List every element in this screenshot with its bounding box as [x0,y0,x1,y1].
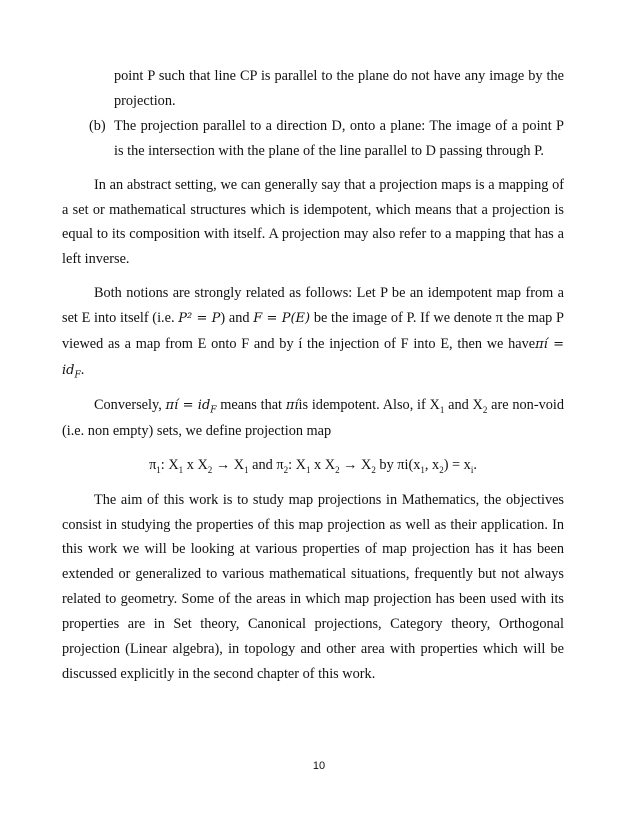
math-pi-i-id-2: πí = $id_F$ [165,397,217,416]
paragraph-idempotent-map: Both notions are strongly related as follows: Let P be an idempotent map from a set E into itself (i.e. P² = P) and F = P(E) be the image of P. If we denote π the map P viewed as a map from E onto F and by í the injection of F into E, then we haveπí = $id_F$. [62,285,564,381]
math-f-equals-pe: F = P(E) [253,311,311,327]
math-pi-i: πí [285,397,299,413]
list-item-b [62,114,564,164]
list-item-text: The projection parallel to a direction D, onto a plane: The image of a point P is the intersection with the plane of the line parallel to D passing through P. [114,117,564,159]
page-number: 10 [312,760,326,772]
math-pi-i-id: πí = $id_F$ [62,337,564,381]
projection-map-formula: $\pi_1$: $X_1$ x $X_2 \to X_1$ and $\pi_2$: $X_1$ x $X_2 \to X_2$ by $\pi i(x_1$, $x_2) = x_i$. [149,456,477,475]
page-body [62,64,564,696]
list-marker: (b) [89,117,106,134]
item-a-continuation: point P such that line CP is parallel to the plane do not have any image by the projection. [114,68,564,109]
paragraph-conversely: Conversely, πí = $id_F$ means that πíis idempotent. Also, if $X_1$ and $X_2$ are non-void (i.e. non empty) sets, we define projection map [62,396,565,439]
paragraph-aim-of-work: The aim of this work is to study map projections in Mathematics, the objectives consist in studying the properties of this map projection as well as their application. In this work we will be looking at various properties of map projection has it has been extended or generalized to various mathematical situations, frequently but not always related to geometry. Some of the areas in which map projection has been used with its properties are in Set theory, Canonical projections, Category theory, Orthogonal projection (Linear algebra), in topology and other area with properties which will be discussed explicitly in the second chapter of this work. [62,491,564,682]
paragraph-abstract-setting: In an abstract setting, we can generally say that a projection maps is a mapping of a set or mathematical structures which is idempotent, which means that a projection is equal to its composition with itself. A projection may also refer to a mapping that has a left inverse. [62,176,564,268]
math-p-squared: P² = P [178,311,221,327]
